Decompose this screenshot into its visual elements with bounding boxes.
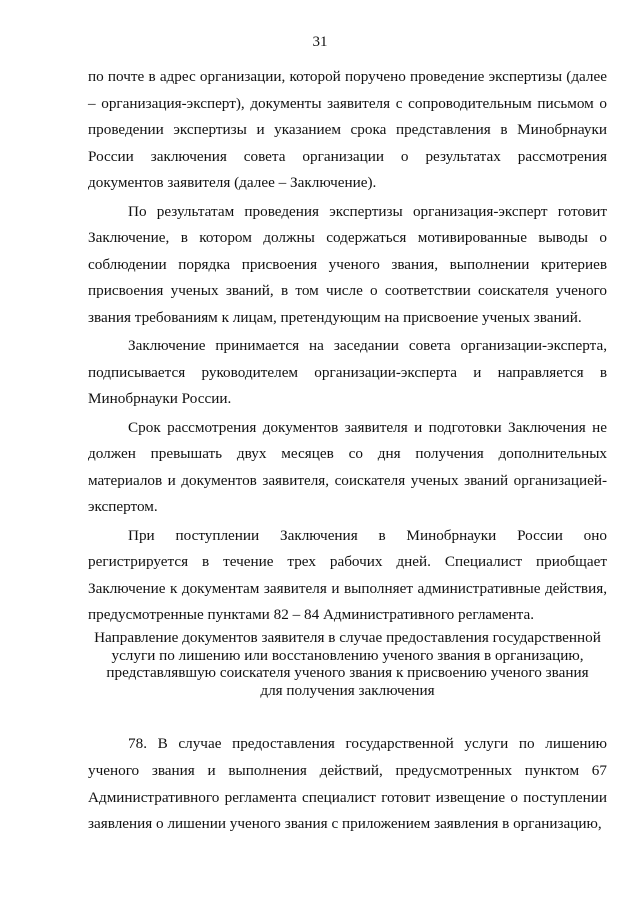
document-body <box>88 64 607 629</box>
paragraph-review-deadline: Срок рассмотрения документов заявителя и подготовки Заключения не должен превышать двух месяцев со дня получения дополнительных материалов и документов заявителя, соискателя ученых званий организацией-экспертом. <box>88 418 607 515</box>
section-heading <box>88 629 607 699</box>
paragraph-item-78: 78. В случае предоставления государственной услуги по лишению ученого звания и выполнения действий, предусмотренных пунктом 67 Административного регламента специалист готовит извещение о поступлении заявления о лишении ученого звания с приложением заявления в организацию, <box>88 735 607 833</box>
section-heading-line: Направление документов заявителя в случае предоставления государственной <box>94 629 601 646</box>
paragraph-continuation: по почте в адрес организации, которой поручено проведение экспертизы (далее – организация-эксперт), документы заявителя с сопроводительным письмом о проведении экспертизы и указанием срока представления в Минобрнауки России заключения совета организации о результатах рассмотрения документов заявителя (далее – Заключение). <box>88 68 607 191</box>
section-heading-line: для получения заключения <box>260 681 435 699</box>
section-body <box>88 731 607 838</box>
paragraph-council-approval: Заключение принимается на заседании совета организации-эксперта, подписывается руководителем организации-эксперта и направляется в Минобрнауки России. <box>88 337 607 407</box>
section-heading-line: услуги по лишению или восстановлению ученого звания в организацию, <box>111 646 584 664</box>
section-heading-line: представлявшую соискателя ученого звания к присвоению ученого звания <box>106 664 589 681</box>
page-number: 31 <box>312 34 328 50</box>
paragraph-expert-conclusion: По результатам проведения экспертизы организация-эксперт готовит Заключение, в котором должны содержаться мотивированные выводы о соблюдении порядка присвоения ученого звания, выполнении критериев присвоения ученых званий, в том числе о соответствии соискателя ученого звания требованиям к лицам, претендующим на присвоение ученых званий. <box>88 202 607 326</box>
paragraph-registration: При поступлении Заключения в Минобрнауки России оно регистрируется в течение трех рабочих дней. Специалист приобщает Заключение к документам заявителя и выполняет административные действия, предусмотренные пунктами 82 – 84 Административного регламента. <box>88 526 607 623</box>
